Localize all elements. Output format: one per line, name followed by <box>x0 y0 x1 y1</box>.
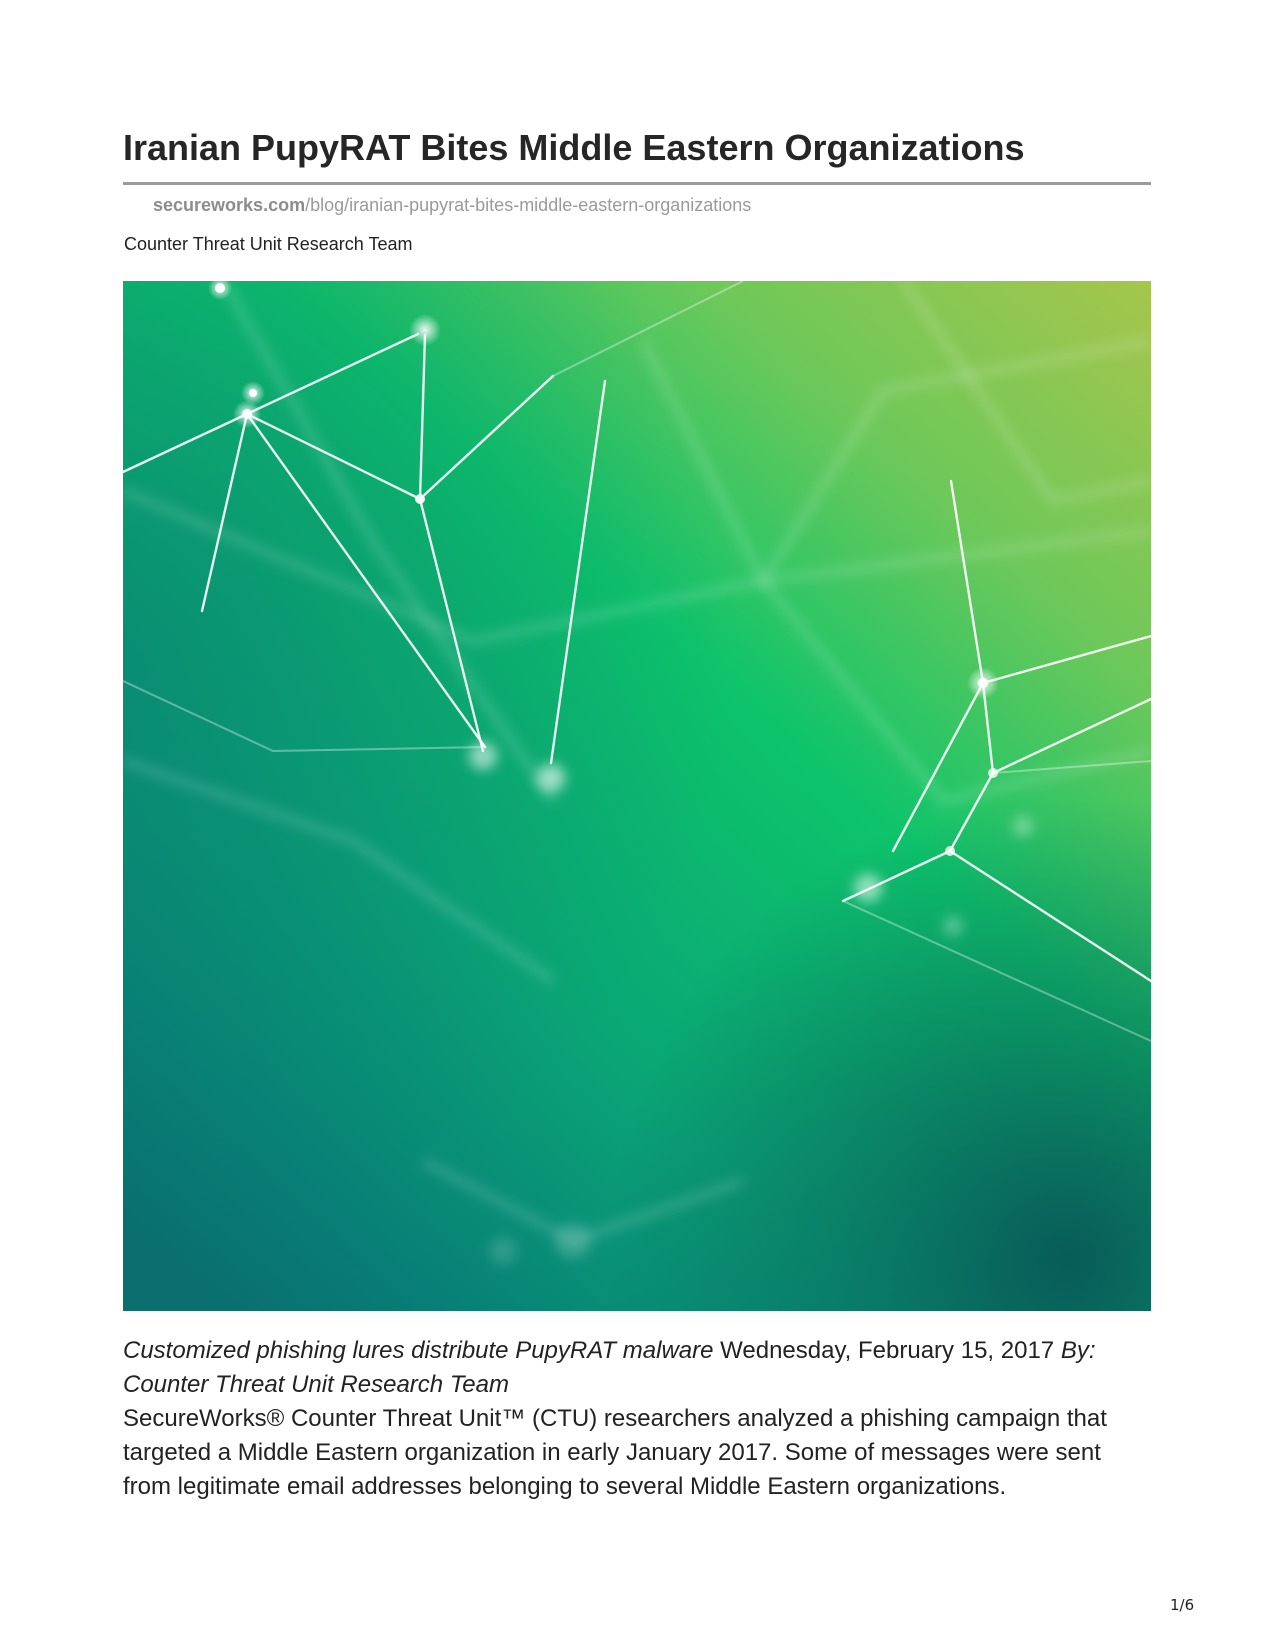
title-divider <box>123 182 1151 185</box>
article-title: Iranian PupyRAT Bites Middle Eastern Organizations <box>123 127 1025 168</box>
hero-image <box>123 281 1151 1311</box>
source-url[interactable] <box>153 195 751 216</box>
article-body: SecureWorks® Counter Threat Unit™ (CTU) researchers analyzed a phishing campaign that targeted a Middle Eastern organization in early January 2017. Some of messages were sent from legitimate email addresses belonging to several Middle Eastern organizations. <box>123 1405 1107 1500</box>
author-name: Counter Threat Unit Research Team <box>124 234 413 254</box>
source-domain[interactable]: secureworks.com <box>153 195 306 215</box>
article-byline: By: Counter Threat Unit Research Team <box>123 1337 1096 1398</box>
page-number: 1/6 <box>1170 1596 1195 1614</box>
article-meta <box>123 1334 1151 1402</box>
article-subtitle: Customized phishing lures distribute PupyRAT malware <box>123 1337 714 1364</box>
network-graphic <box>123 281 1151 1311</box>
source-path[interactable]: /blog/iranian-pupyrat-bites-middle-eastern-organizations <box>305 195 752 215</box>
article-date: Wednesday, February 15, 2017 <box>713 1337 1061 1364</box>
